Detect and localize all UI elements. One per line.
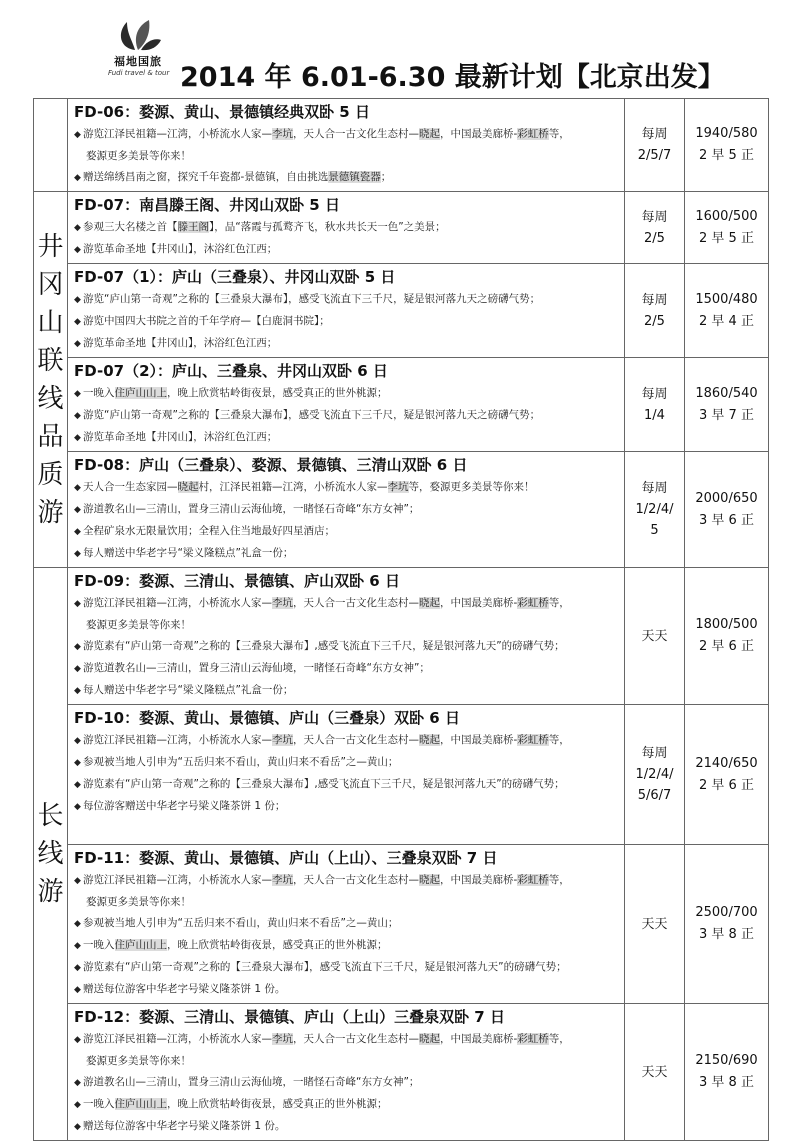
schedule-line: 每周 [641,386,668,402]
meal-count: 3 早 8 正 [699,927,754,942]
route-feature-text: 参观被当地人引申为“五岳归来不看山，黄山归来不看岳”之—黄山； [83,756,399,768]
route-feature [74,935,620,957]
route-feature [74,383,620,405]
diamond-bullet-icon: ◆ [74,411,81,421]
route-feature [74,658,620,680]
route-feature [74,1094,620,1116]
route-feature-text: 游览江泽民祖籍—江湾，小桥流水人家—李坑，天人合一古文化生态村—晓起，中国最美廊桥-彩虹桥等， [83,597,570,609]
diamond-bullet-icon: ◆ [74,223,81,233]
route-feature [74,957,620,979]
route-feature-text: 游览素有“庐山第一奇观”之称的【三叠泉大瀑布】,感受飞流直下三千尺，疑是银河落九天”的磅礴气势； [83,640,565,652]
diamond-bullet-icon: ◆ [74,173,81,183]
route-feature-text: 游览江泽民祖籍—江湾，小桥流水人家—李坑，天人合一古文化生态村—晓起，中国最美廊桥-彩虹桥等， [83,1033,570,1045]
diamond-bullet-icon: ◆ [74,1035,81,1045]
route-cell [68,99,625,192]
price-value: 2500/700 [695,905,758,920]
route-feature [74,752,620,774]
schedule-cell [625,452,685,568]
diamond-bullet-icon: ◆ [74,736,81,746]
route-feature [74,405,620,427]
route-feature [74,239,620,261]
route-feature-text: 一晚入住庐山山上，晚上欣赏牯岭街夜景，感受真正的世外桃源； [83,939,388,951]
route-feature [74,167,620,189]
schedule-line: 1/4 [644,407,665,423]
route-feature-text: 游览“庐山第一奇观”之称的【三叠泉大瀑布】，感受飞流直下三千尺，疑是银河落九天之磅礴气势； [83,409,541,421]
route-row [34,192,769,264]
diamond-bullet-icon: ◆ [74,642,81,652]
route-cell [68,192,625,264]
schedule-cell [625,99,685,192]
diamond-bullet-icon: ◆ [74,664,81,674]
route-title: FD-10：婺源、黄山、景德镇、庐山（三叠泉）双卧 6 日 [74,709,460,727]
price-cell [685,264,769,358]
route-feature [74,1029,620,1051]
price-cell [685,705,769,845]
schedule-line: 2/5 [644,313,665,329]
schedule-line: 每周 [641,481,668,496]
route-title: FD-07：南昌滕王阁、井冈山双卧 5 日 [74,196,340,214]
itinerary-table [33,98,769,1141]
route-feature-text: 天人合一生态家园—晓起村，江泽民祖籍—江湾，小桥流水人家—李坑等，婺源更多美景等你来！ [83,481,535,493]
route-feature-text: 游览革命圣地【井冈山】，沐浴红色江西； [83,431,278,443]
route-feature [74,892,620,913]
section-blank [34,99,68,192]
schedule-line: 1/2/4/ [635,502,674,517]
schedule-line: 每周 [641,209,668,225]
diamond-bullet-icon: ◆ [74,483,81,493]
price-value: 2000/650 [695,490,758,506]
page-title: 2014 年 6.01-6.30 最新计划【北京出发】 [180,62,725,93]
meal-count: 2 早 5 正 [699,148,754,163]
route-cell [68,845,625,1004]
schedule-cell [625,358,685,452]
route-feature [74,680,620,702]
route-feature [74,593,620,615]
meal-count: 3 早 8 正 [699,1075,754,1090]
diamond-bullet-icon: ◆ [74,985,81,995]
diamond-bullet-icon: ◆ [74,758,81,768]
diamond-bullet-icon: ◆ [74,130,81,140]
route-title: FD-07（1）：庐山（三叠泉）、井冈山双卧 5 日 [74,268,396,286]
price-value: 1800/500 [695,617,758,632]
diamond-bullet-icon: ◆ [74,317,81,327]
diamond-bullet-icon: ◆ [74,1078,81,1088]
route-title: FD-12：婺源、三清山、景德镇、庐山（上山）三叠泉双卧 7 日 [74,1008,505,1026]
route-feature [74,913,620,935]
schedule-line: 每周 [641,746,668,761]
route-title: FD-11：婺源、黄山、景德镇、庐山（上山）、三叠泉双卧 7 日 [74,849,498,867]
route-row [34,1004,769,1141]
route-feature-text: 一晚入住庐山山上，晚上欣赏牯岭街夜景，感受真正的世外桃源； [83,1098,388,1110]
route-feature [74,333,620,355]
route-feature-text: 赠送绵绣昌南之窗，探究千年瓷都-景德镇，自由挑选景德镇瓷器； [83,171,392,183]
price-cell [685,845,769,1004]
route-feature [74,124,620,146]
brand-name-cn: 福地国旅 [114,55,162,68]
diamond-bullet-icon: ◆ [74,802,81,812]
route-feature [74,774,620,796]
route-feature-text: 游览素有“庐山第一奇观”之称的【三叠泉大瀑布】，感受飞流直下三千尺，疑是银河落九天”的磅礴气势； [83,961,567,973]
diamond-bullet-icon: ◆ [74,780,81,790]
route-feature [74,1072,620,1094]
diamond-bullet-icon: ◆ [74,686,81,696]
diamond-bullet-icon: ◆ [74,963,81,973]
schedule-line: 2/5 [644,230,665,246]
route-feature [74,730,620,752]
diamond-bullet-icon: ◆ [74,433,81,443]
schedule-line: 1/2/4/ [635,767,674,782]
route-feature-text: 每人赠送中华老字号“梁义隆糕点”礼盒一份； [83,547,294,559]
route-feature [74,1051,620,1072]
route-feature [74,979,620,1001]
section-label-char: 质 [37,459,64,490]
route-feature-text: 参观三大名楼之首【滕王阁】，品“落霞与孤鹜齐飞，秋水共长天一色”之美景； [83,221,446,233]
brand-logo [108,18,168,80]
price-cell [685,358,769,452]
route-feature-text: 每位游客赠送中华老字号梁义隆茶饼 1 份； [83,800,286,812]
schedule-line: 天天 [641,628,668,644]
diamond-bullet-icon: ◆ [74,876,81,886]
section-label-char: 品 [37,421,64,452]
schedule-cell [625,192,685,264]
price-value: 1500/480 [695,291,758,307]
diamond-bullet-icon: ◆ [74,599,81,609]
route-feature [74,615,620,636]
route-title: FD-06：婺源、黄山、景德镇经典双卧 5 日 [74,103,370,121]
brand-name-en: Fudi travel & tour [108,69,170,77]
route-feature [74,427,620,449]
route-feature-text: 游览江泽民祖籍—江湾，小桥流水人家—李坑，天人合一古文化生态村—晓起，中国最美廊桥-彩虹桥等， [83,128,570,140]
diamond-bullet-icon: ◆ [74,389,81,399]
route-row [34,845,769,1004]
route-feature [74,217,620,239]
route-feature [74,543,620,565]
route-feature [74,1116,620,1138]
route-title: FD-07（2）：庐山、三叠泉、井冈山双卧 6 日 [74,362,388,380]
schedule-line: 5 [650,523,659,538]
schedule-cell [625,1004,685,1141]
route-row [34,568,769,705]
section-label-char: 联 [37,345,64,376]
route-feature-text: 游览江泽民祖籍—江湾，小桥流水人家—李坑，天人合一古文化生态村—晓起，中国最美廊桥-彩虹桥等， [83,734,570,746]
meal-count: 2 早 6 正 [699,777,754,793]
schedule-line: 每周 [641,292,668,308]
section-label-char: 冈 [37,269,64,300]
section-label-char: 线 [37,383,64,414]
route-feature-text: 游览江泽民祖籍—江湾，小桥流水人家—李坑，天人合一古文化生态村—晓起，中国最美廊桥-彩虹桥等， [83,874,570,886]
price-value: 1860/540 [695,385,758,401]
route-title: FD-08：庐山（三叠泉）、婺源、景德镇、三清山双卧 6 日 [74,456,468,474]
route-cell [68,568,625,705]
diamond-bullet-icon: ◆ [74,1100,81,1110]
leaf-logo-icon [113,18,163,52]
route-feature [74,870,620,892]
meal-count: 2 早 4 正 [699,313,754,329]
diamond-bullet-icon: ◆ [74,549,81,559]
diamond-bullet-icon: ◆ [74,295,81,305]
price-cell [685,1004,769,1141]
route-feature-text: 游览革命圣地【井冈山】，沐浴红色江西； [83,337,278,349]
schedule-line: 天天 [641,916,668,932]
price-cell [685,568,769,705]
meal-count: 2 早 5 正 [699,230,754,246]
route-feature-text: 赠送每位游客中华老字号梁义隆茶饼 1 份。 [83,983,286,995]
route-feature [74,796,620,818]
route-feature-text: 游览中国四大书院之首的千年学府—【白鹿洞书院】； [83,315,330,327]
price-cell [685,452,769,568]
route-cell [68,264,625,358]
route-cell [68,452,625,568]
route-feature-text: 游览道教名山—三清山，置身三清山云海仙境，一睹怪石奇峰“东方女神”； [83,662,430,674]
route-feature [74,289,620,311]
route-feature-text: 一晚入住庐山山上，晚上欣赏牯岭街夜景，感受真正的世外桃源； [83,387,388,399]
section-label-long [34,568,68,1141]
route-row [34,358,769,452]
section-label-char: 井 [37,231,64,262]
price-value: 1940/580 [695,126,758,141]
section-label-char: 线 [37,839,64,869]
schedule-cell [625,568,685,705]
price-cell [685,99,769,192]
schedule-cell [625,705,685,845]
schedule-line: 天天 [641,1064,668,1080]
diamond-bullet-icon: ◆ [74,245,81,255]
route-cell [68,705,625,845]
route-feature [74,636,620,658]
route-feature-text: 每人赠送中华老字号“梁义隆糕点”礼盒一份； [83,684,294,696]
diamond-bullet-icon: ◆ [74,339,81,349]
section-label-char: 游 [37,877,64,907]
route-feature [74,521,620,543]
schedule-line: 2/5/7 [637,148,672,163]
schedule-cell [625,264,685,358]
schedule-line: 5/6/7 [637,788,672,803]
section-label-char: 山 [37,307,64,338]
meal-count: 3 早 7 正 [699,407,754,423]
route-feature-text: 婺源更多美景等你来！ [86,896,191,908]
route-row [34,452,769,568]
route-row [34,99,769,192]
route-feature-text: 游览“庐山第一奇观”之称的【三叠泉大瀑布】，感受飞流直下三千尺，疑是银河落九天之磅礴气势； [83,293,541,305]
route-cell [68,1004,625,1141]
route-feature-text: 婺源更多美景等你来！ [86,1055,191,1067]
route-feature [74,499,620,521]
schedule-cell [625,845,685,1004]
route-feature-text: 游览素有“庐山第一奇观”之称的【三叠泉大瀑布】,感受飞流直下三千尺，疑是银河落九天”的磅礴气势； [83,778,565,790]
page-header [0,0,800,98]
route-feature-text: 参观被当地人引申为“五岳归来不看山，黄山归来不看岳”之—黄山； [83,917,399,929]
route-row [34,705,769,845]
route-feature [74,311,620,333]
route-feature-text: 游道教名山—三清山，置身三清山云海仙境，一睹怪石奇峰“东方女神”； [83,503,420,515]
route-feature-text: 婺源更多美景等你来！ [86,619,191,631]
section-label-char: 长 [37,801,64,831]
price-value: 2140/650 [695,755,758,771]
section-label-jinggang [34,192,68,568]
diamond-bullet-icon: ◆ [74,527,81,537]
route-feature-text: 赠送每位游客中华老字号梁义隆茶饼 1 份。 [83,1120,286,1132]
meal-count: 2 早 6 正 [699,639,754,654]
diamond-bullet-icon: ◆ [74,1122,81,1132]
route-feature-text: 游道教名山—三清山，置身三清山云海仙境，一睹怪石奇峰“东方女神”； [83,1076,420,1088]
diamond-bullet-icon: ◆ [74,941,81,951]
route-title: FD-09：婺源、三清山、景德镇、庐山双卧 6 日 [74,572,400,590]
route-row [34,264,769,358]
route-feature-text: 全程矿泉水无限量饮用；全程入住当地最好四星酒店； [83,525,335,537]
route-cell [68,358,625,452]
section-label-char: 游 [37,497,64,528]
schedule-line: 每周 [641,127,668,142]
meal-count: 3 早 6 正 [699,512,754,528]
route-feature-text: 婺源更多美景等你来！ [86,150,191,162]
diamond-bullet-icon: ◆ [74,919,81,929]
route-feature [74,477,620,499]
route-feature-text: 游览革命圣地【井冈山】，沐浴红色江西； [83,243,278,255]
price-cell [685,192,769,264]
price-value: 1600/500 [695,208,758,224]
route-feature [74,146,620,167]
diamond-bullet-icon: ◆ [74,505,81,515]
price-value: 2150/690 [695,1053,758,1068]
